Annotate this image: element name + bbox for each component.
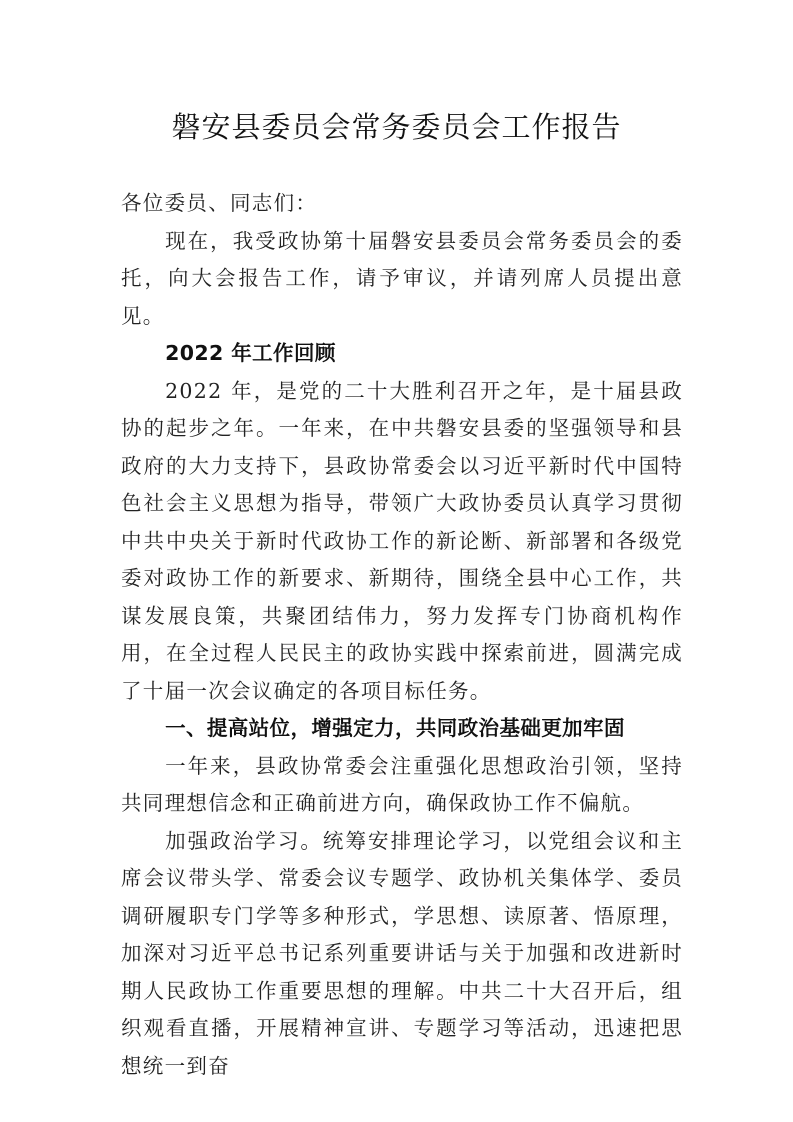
section-heading-review: 2022 年工作回顾 bbox=[165, 341, 336, 365]
opening-paragraph: 现在，我受政协第十届磐安县委员会常务委员会的委托，向大会报告工作，请予审议，并请列席人员提出意见。 bbox=[121, 228, 683, 328]
section-heading-one: 一、提高站位，增强定力，共同政治基础更加牢固 bbox=[165, 716, 625, 740]
document-body bbox=[121, 185, 683, 1085]
political-study-paragraph: 加强政治学习。统筹安排理论学习，以党组会议和主席会议带头学、常委会议专题学、政协机关集体学、委员调研履职专门学等多种形式，学思想、读原著、悟原理，加深对习近平总书记系列重要讲话与关于加强和改进新时期人民政协工作重要思想的理解。中共二十大召开后，组织观看直播，开展精神宣讲、专题学习等活动，迅速把思想统一到奋 bbox=[121, 828, 683, 1078]
review-paragraph: 2022 年，是党的二十大胜利召开之年，是十届县政协的起步之年。一年来，在中共磐安县委的坚强领导和县政府的大力支持下，县政协常委会以习近平新时代中国特色社会主义思想为指导，带领广大政协委员认真学习贯彻中共中央关于新时代政协工作的新论断、新部署和各级党委对政协工作的新要求、新期待，围绕全县中心工作，共谋发展良策，共聚团结伟力，努力发挥专门协商机构作用，在全过程人民民主的政协实践中探索前进，圆满完成了十届一次会议确定的各项目标任务。 bbox=[121, 378, 683, 703]
salutation: 各位委员、同志们： bbox=[121, 191, 318, 215]
section-one-intro: 一年来，县政协常委会注重强化思想政治引领，坚持共同理想信念和正确前进方向，确保政协工作不偏航。 bbox=[121, 753, 683, 815]
document-title: 磐安县委员会常务委员会工作报告 bbox=[171, 110, 622, 144]
